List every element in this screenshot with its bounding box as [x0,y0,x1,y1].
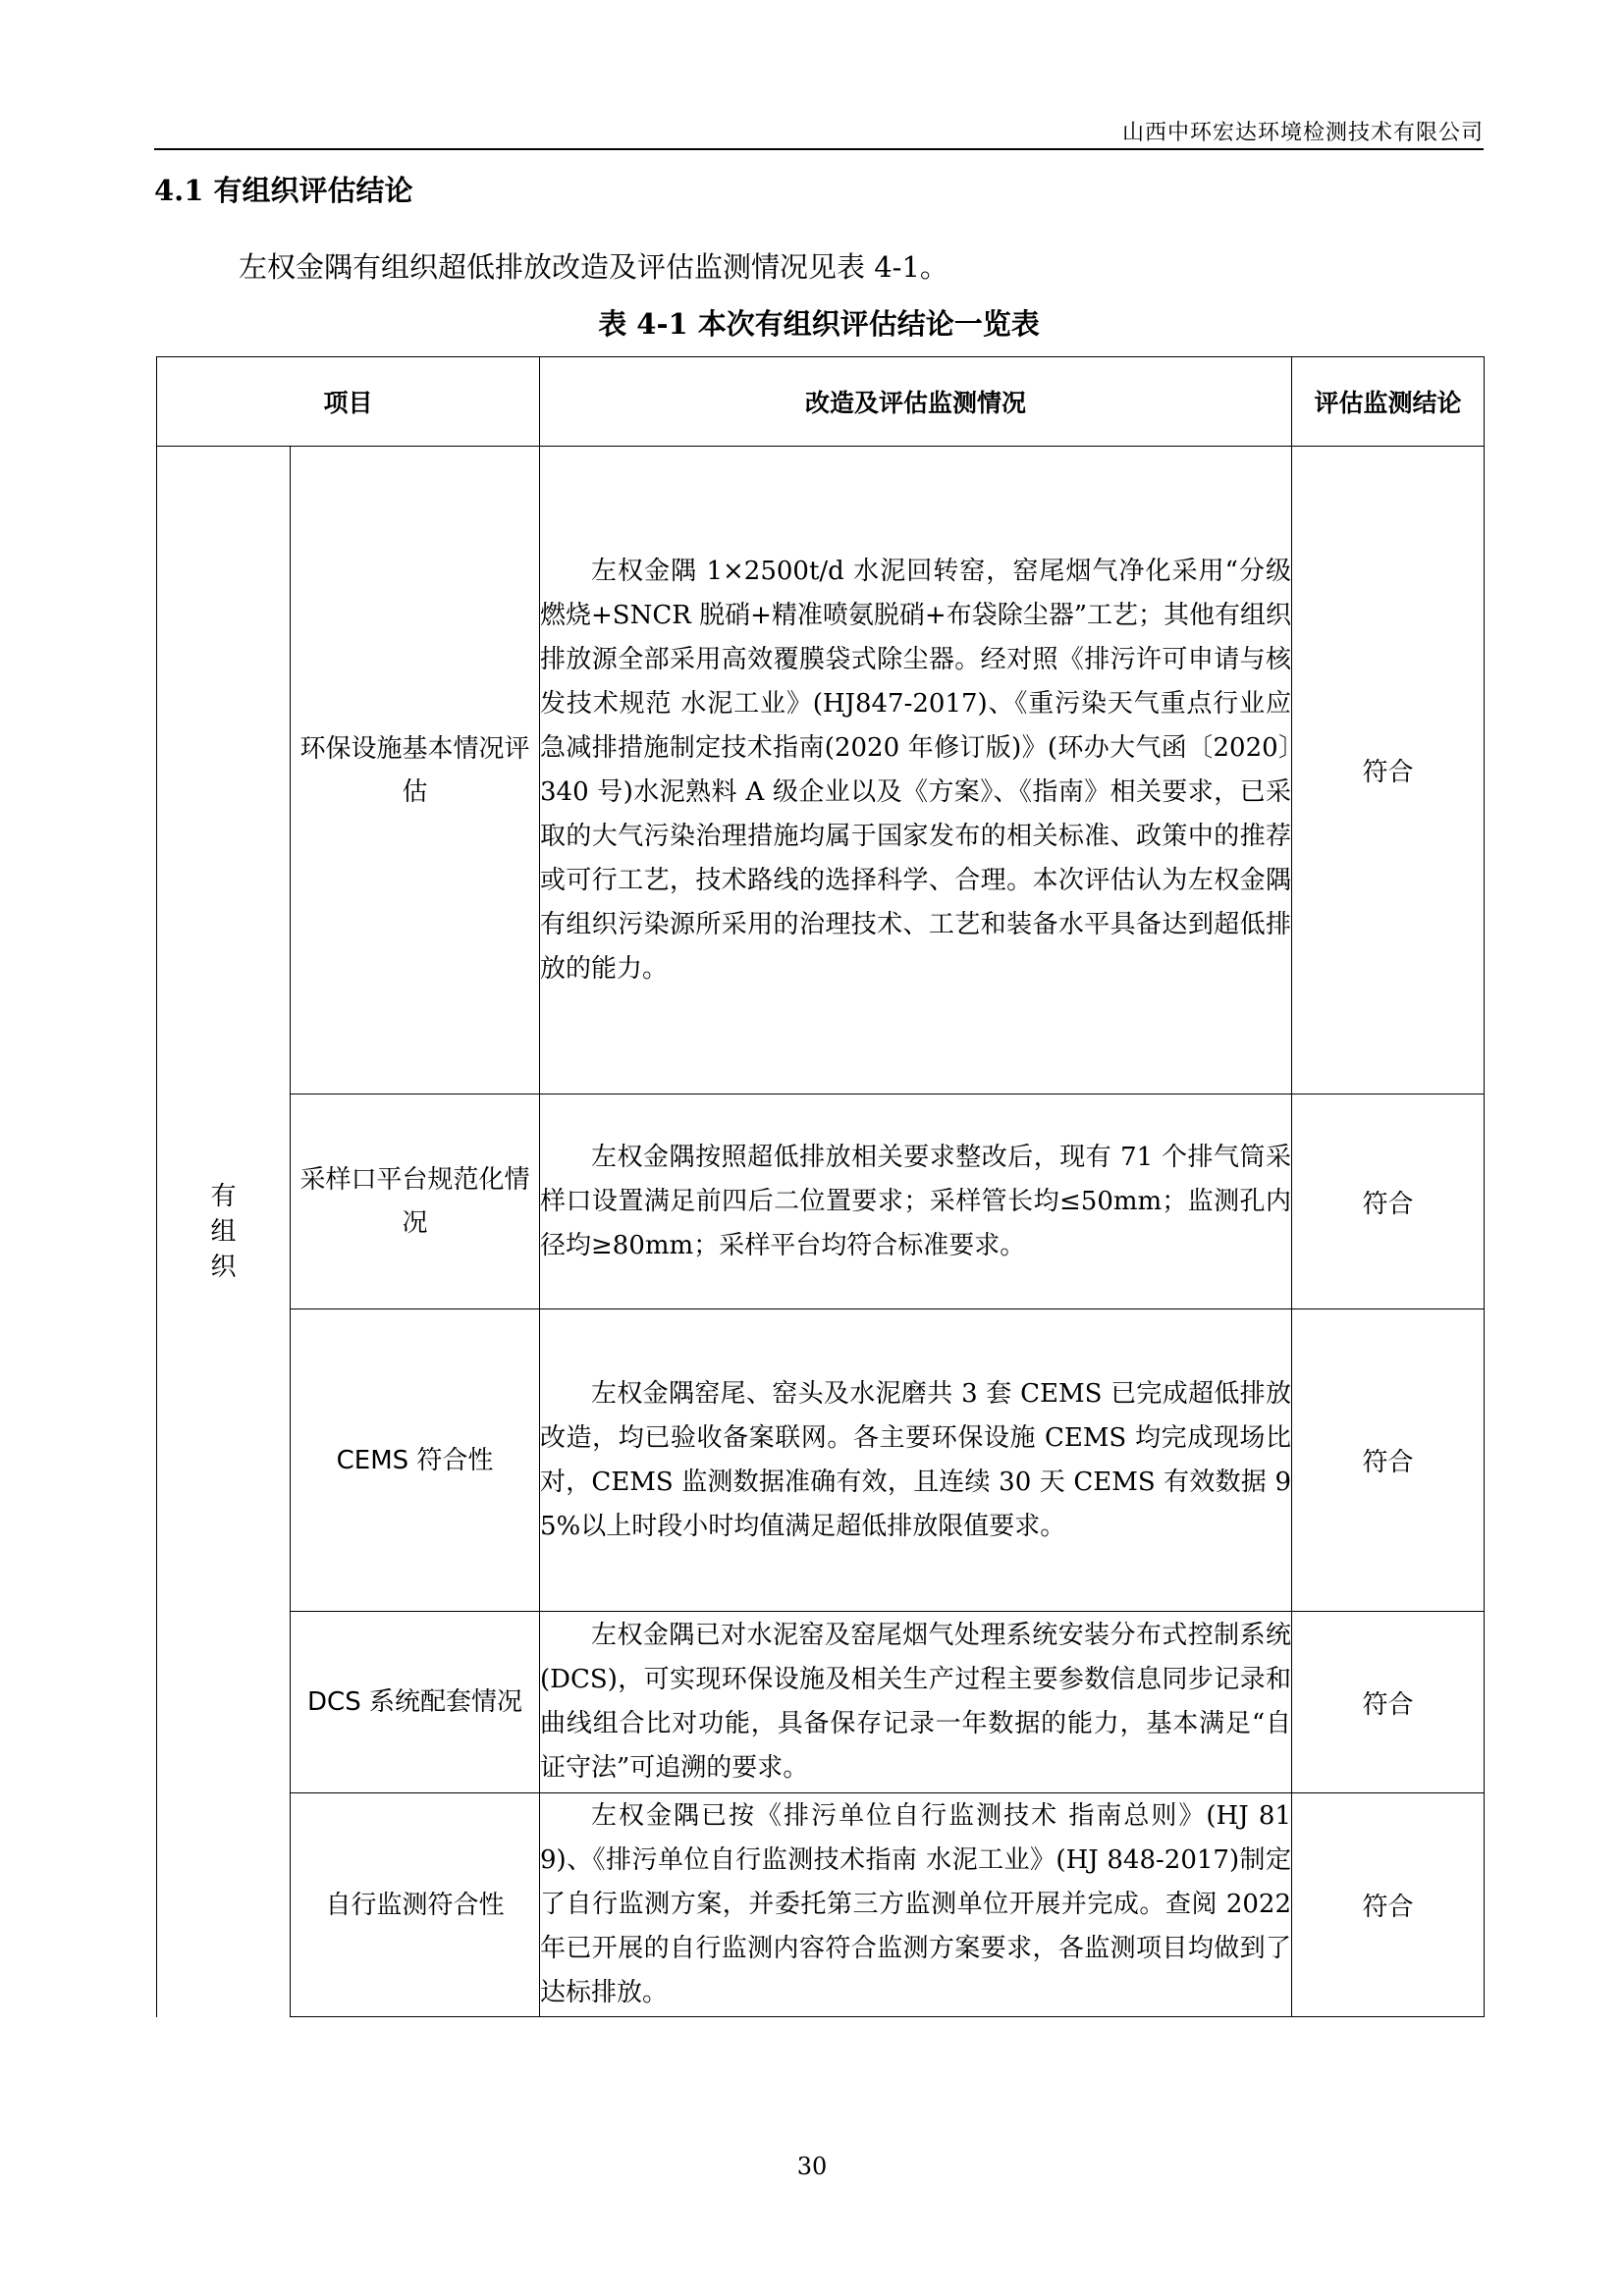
intro-paragraph: 左权金隅有组织超低排放改造及评估监测情况见表 4-1。 [239,250,948,284]
row-item: DCS 系统配套情况 [291,1612,540,1793]
row-description [540,1612,1292,1793]
row-item: CEMS 符合性 [291,1309,540,1612]
row-description [540,1309,1292,1612]
table-row [157,447,1485,1095]
category-cell [157,447,291,2017]
table-row [157,1612,1485,1793]
row-item: 环保设施基本情况评估 [291,447,540,1095]
page-number: 30 [796,2153,828,2180]
header-company-name: 山西中环宏达环境检测技术有限公司 [1121,121,1484,145]
row-conclusion: 符合 [1292,447,1485,1095]
description-text: 左权金隅 1×2500t/d 水泥回转窑，窑尾烟气净化采用“分级燃烧+SNCR 脱硝+精准喷氨脱硝+布袋除尘器”工艺；其他有组织排放源全部采用高效覆膜袋式除尘器。经对照《排污许可申请与核发技术规范 水泥工业》(HJ847-2017)、《重污染天气重点行业应急减排措施制定技术指南(2020 年修订版)》(环办大气函〔2020〕340 号)水泥熟料 A 级企业以及《方案》、《指南》相关要求，已采取的大气污染治理措施均属于国家发布的相关标准、政策中的推荐或可行工艺，技术路线的选择科学、合理。本次评估认为左权金隅有组织污染源所采用的治理技术、工艺和装备水平具备达到超低排放的能力。 [540,556,1292,984]
row-description [540,1793,1292,2017]
section-heading: 4.1 有组织评估结论 [154,174,413,207]
row-description [540,1095,1292,1309]
header-item: 项目 [157,357,540,447]
category-label: 有组织 [210,1181,237,1282]
description-text: 左权金隅已对水泥窑及窑尾烟气处理系统安装分布式控制系统(DCS)，可实现环保设施及相关生产过程主要参数信息同步记录和曲线组合比对功能，具备保存记录一年数据的能力，基本满足“自证守法”可追溯的要求。 [540,1621,1292,1783]
row-item: 采样口平台规范化情况 [291,1095,540,1309]
row-conclusion: 符合 [1292,1612,1485,1793]
header-rule [154,148,1484,150]
description-text: 左权金隅窑尾、窑头及水泥磨共 3 套 CEMS 已完成超低排放改造，均已验收备案联网。各主要环保设施 CEMS 均完成现场比对，CEMS 监测数据准确有效，且连续 30 天 CEMS 有效数据 95%以上时段小时均值满足超低排放限值要求。 [540,1378,1292,1541]
header-conclusion: 评估监测结论 [1292,357,1485,447]
table-row [157,1095,1485,1309]
table-row [157,1309,1485,1612]
row-conclusion: 符合 [1292,1095,1485,1309]
evaluation-table [156,356,1485,2017]
table-header-row [157,357,1485,447]
row-item: 自行监测符合性 [291,1793,540,2017]
row-conclusion: 符合 [1292,1793,1485,2017]
description-text: 左权金隅已按《排污单位自行监测技术 指南总则》(HJ 819)、《排污单位自行监测技术指南 水泥工业》(HJ 848-2017)制定了自行监测方案，并委托第三方监测单位开展并完成。查阅 2022 年已开展的自行监测内容符合监测方案要求，各监测项目均做到了达标排放。 [540,1801,1292,2007]
table-caption: 表 4-1 本次有组织评估结论一览表 [598,307,1040,341]
row-conclusion: 符合 [1292,1309,1485,1612]
row-description [540,447,1292,1095]
header-description: 改造及评估监测情况 [540,357,1292,447]
description-text: 左权金隅按照超低排放相关要求整改后，现有 71 个排气筒采样口设置满足前四后二位置要求；采样管长均≤50mm；监测孔内径均≥80mm；采样平台均符合标准要求。 [540,1142,1292,1260]
table-row [157,1793,1485,2017]
